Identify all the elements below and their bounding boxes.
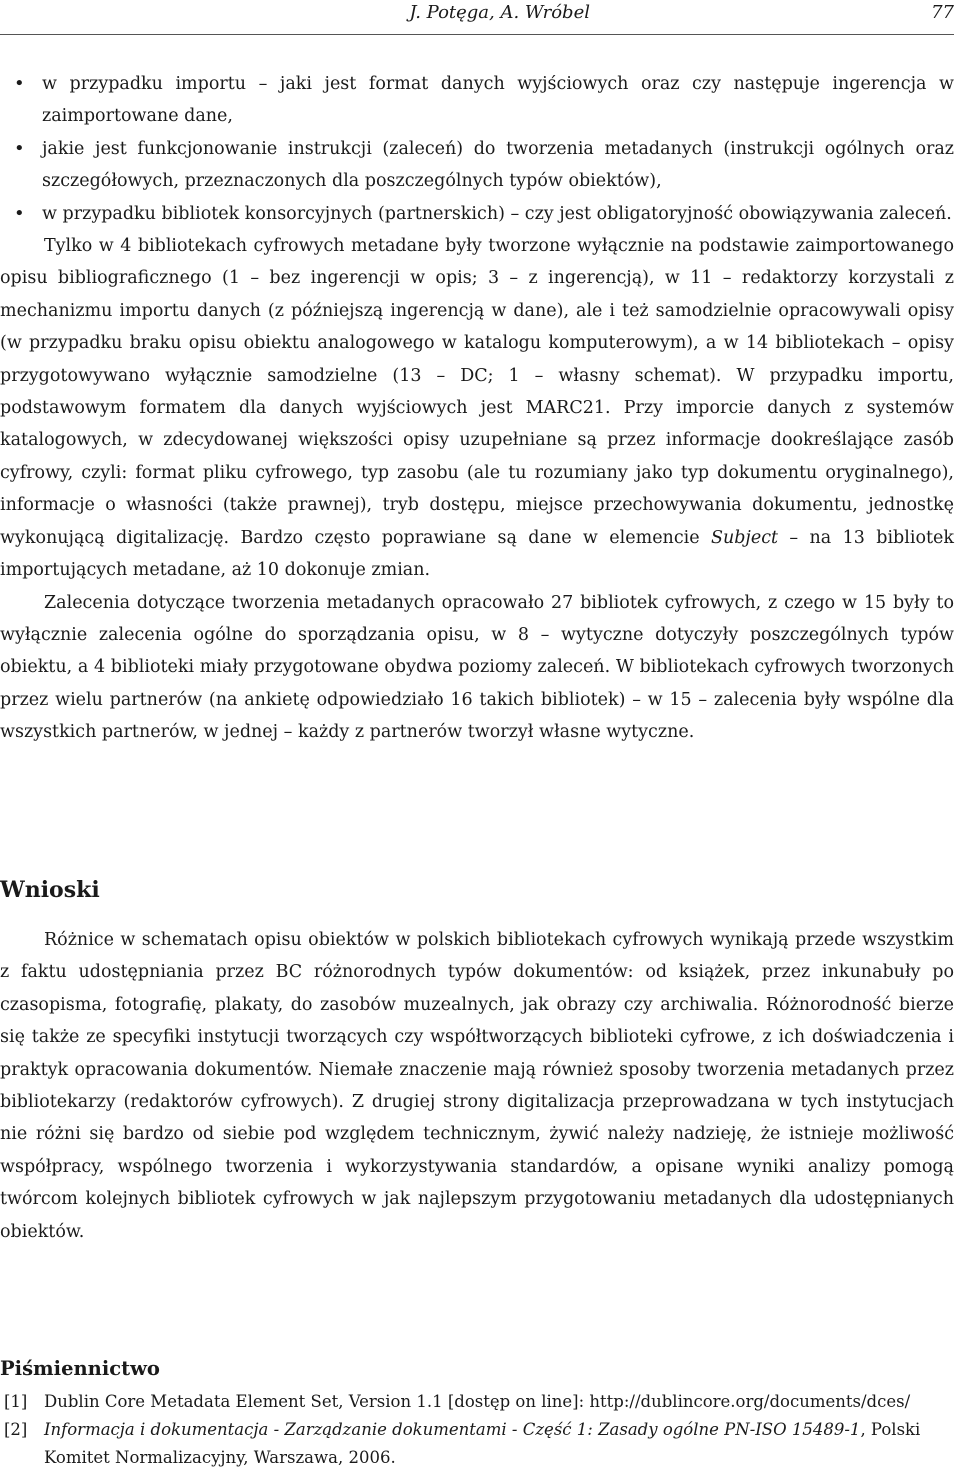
reference-item — [0, 1416, 954, 1472]
paragraph-guidelines: Zalecenia dotyczące tworzenia metadanych opracowało 27 bibliotek cyfrowych, z czego w 15 były to wyłącznie zalecenia ogólne do sporządzania opisu, w 8 – wytyczne dotyczyły poszczególnych typów obiektu, a 4 biblioteki miały przygotowane obydwa poziomy zaleceń. W bibliotekach cyfrowych tworzonych przez wielu partnerów (na ankietę odpowiedziało 16 takich bibliotek) – w 15 – zalecenia były wspólne dla wszystkich partnerów, w jednej – każdy z partnerów tworzył własne wytyczne. — [0, 592, 954, 743]
bullet-item: • jakie jest funkcjonowanie instrukcji (zaleceń) do tworzenia metadanych (instrukcji ogólnych oraz szczegółowych, przeznaczonych dla poszczególnych typów obiektów), — [0, 133, 954, 198]
conclusions-body — [0, 924, 954, 1248]
paragraph-conclusions: Różnice w schematach opisu obiektów w polskich bibliotekach cyfrowych wynikają przede wszystkim z faktu udostępniania przez BC różnorodnych typów dokumentów: od książek, przez inkunabuły po czasopisma, fotografię, plakaty, do zasobów muzealnych, jak obrazy czy archiwalia. Różnorodność bierze się także ze specyfiki instytucji tworzących czy współtworzących biblioteki cyfrowe, z ich doświadczenia i praktyk opracowania dokumentów. Niemałe znaczenie mają również sposoby tworzenia metadanych przez bibliotekarzy (redaktorów cyfrowych). Z drugiej strony digitalizacja przeprowadzana w tych instytucjach nie różni się bardzo od siebie pod względem technicznym, żywić należy nadzieję, że istnieje możliwość współpracy, wspólnego tworzenia i wykorzystywania standardów, a opisane wyniki analizy pomogą twórcom kolejnych bibliotek cyfrowych w jak najlepszym przygotowaniu metadanych dla udostępnianych obiektów. — [0, 930, 954, 1242]
subject-term: Subject — [710, 527, 779, 548]
header-authors: J. Potęga, A. Wróbel — [409, 2, 590, 23]
reference-text: , Polski Komitet Normalizacyjny, Warszawa, 2006. — [44, 1420, 921, 1467]
page-number: 77 — [931, 2, 954, 23]
body-text — [0, 68, 954, 749]
reference-number: [2] — [4, 1420, 28, 1439]
bullet-list — [0, 68, 954, 230]
reference-number: [1] — [4, 1392, 28, 1411]
bullet-item: • w przypadku importu – jaki jest format danych wyjściowych oraz czy następuje ingerencja w zaimportowane dane, — [0, 68, 954, 133]
reference-item — [0, 1388, 954, 1416]
reference-list — [0, 1388, 954, 1472]
running-header — [0, 0, 954, 35]
paragraph-import: Tylko w 4 bibliotekach cyfrowych metadane były tworzone wyłącznie na podstawie zaimportowanego opisu bibliograficznego (1 – bez ingerencji w opis; 3 – z ingerencją), w 11 – redaktorzy korzystali z mechanizmu importu danych (z późniejszą ingerencją w dane), ale i też samodzielnie opracowywali opisy (w przypadku braku opisu obiektu analogowego w katalogu komputerowym), a w 14 bibliotekach – opisy przygotowywano wyłącznie samodzielne (13 – DC; 1 – własny schemat). W przypadku importu, podstawowym formatem dla danych wyjściowych jest MARC21. Przy imporcie danych z systemów katalogowych, w zdecydowanej większości opisy uzupełniane są przez informacje dookreślające zasób cyfrowy, czyli: format pliku cyfrowego, typ zasobu (ale tu rozumiany jako typ dokumentu oryginalnego), informacje o własności (także prawnej), tryb dostępu, miejsce przechowywania dokumentu, jednostkę wykonującą digitalizację. Bardzo często poprawiane są dane w elemencie Subject – na 13 bibliotek importujących metadane, aż 10 dokonuje zmian. — [0, 236, 954, 581]
bullet-item: • w przypadku bibliotek konsorcyjnych (partnerskich) – czy jest obligatoryjność obowiązywania zaleceń. — [0, 198, 954, 230]
reference-text: Dublin Core Metadata Element Set, Version 1.1 [dostęp on line]: http://dublincore.org/documents/dces/ — [44, 1392, 911, 1411]
section-title-conclusions: Wnioski — [0, 877, 100, 903]
reference-title: Informacja i dokumentacja - Zarządzanie dokumentami - Część 1: Zasady ogólne PN-ISO 15489-1 — [44, 1420, 861, 1439]
section-title-references: Piśmiennictwo — [0, 1357, 160, 1380]
